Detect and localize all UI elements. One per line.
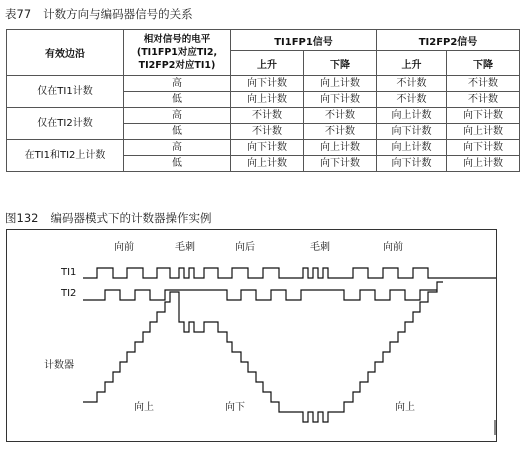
encoder-timing-diagram — [6, 229, 497, 442]
direction-label-up-2: 向上 — [395, 402, 415, 413]
table-row — [7, 140, 520, 156]
signal-label-ti1: TI1 — [61, 267, 77, 278]
count-cell: 向上计数 — [231, 92, 304, 108]
ti2-waveform — [83, 290, 437, 300]
phase-label-forward-1: 向前 — [114, 242, 134, 253]
count-cell: 不计数 — [377, 92, 447, 108]
count-cell: 向下计数 — [231, 76, 304, 92]
count-cell: 向上计数 — [377, 108, 447, 124]
count-cell: 向上计数 — [447, 124, 520, 140]
level-cell: 高 — [124, 140, 231, 156]
edge-cell: 仅在TI1计数 — [7, 76, 124, 108]
phase-label-forward-2: 向前 — [383, 242, 403, 253]
count-cell: 向下计数 — [304, 92, 377, 108]
header-edge: 有效边沿 — [7, 30, 124, 76]
header-ti2-fall: 下降 — [447, 51, 520, 76]
header-ti2fp2: TI2FP2信号 — [377, 30, 520, 51]
count-cell: 向上计数 — [304, 140, 377, 156]
counter-waveform — [83, 282, 443, 422]
direction-label-down: 向下 — [225, 402, 245, 413]
count-cell: 向下计数 — [447, 108, 520, 124]
count-cell: 向上计数 — [304, 76, 377, 92]
count-cell: 不计数 — [231, 108, 304, 124]
count-cell: 向下计数 — [447, 140, 520, 156]
count-cell: 不计数 — [231, 124, 304, 140]
header-level — [124, 30, 231, 76]
waveforms — [7, 230, 496, 441]
header-level-line1: 相对信号的电平 — [143, 34, 211, 45]
level-cell: 低 — [124, 156, 231, 172]
header-ti1-rise: 上升 — [231, 51, 304, 76]
phase-label-backward: 向后 — [235, 242, 255, 253]
level-cell: 高 — [124, 108, 231, 124]
table-row — [7, 76, 520, 92]
count-cell: 不计数 — [304, 124, 377, 140]
level-cell: 高 — [124, 76, 231, 92]
count-cell: 向下计数 — [377, 124, 447, 140]
table-caption-number: 表77 — [5, 7, 32, 21]
table-body — [7, 76, 520, 172]
header-level-line3: TI2FP2对应TI1) — [138, 60, 216, 71]
count-cell: 向上计数 — [447, 156, 520, 172]
table-caption-title: 计数方向与编码器信号的关系 — [43, 7, 193, 21]
count-cell: 向上计数 — [231, 156, 304, 172]
figure-caption-title: 编码器模式下的计数器操作实例 — [50, 211, 212, 225]
direction-label-up-1: 向上 — [134, 402, 154, 413]
header-ti2-rise: 上升 — [377, 51, 447, 76]
ti1-waveform — [83, 268, 443, 278]
level-cell: 低 — [124, 124, 231, 140]
edge-cell: 在TI1和TI2上计数 — [7, 140, 124, 172]
header-level-line2: (TI1FP1对应TI2, — [136, 47, 218, 58]
table-caption — [5, 6, 193, 22]
level-cell: 低 — [124, 92, 231, 108]
counter-label: 计数器 — [44, 360, 74, 371]
count-cell: 不计数 — [447, 92, 520, 108]
header-ti1-fall: 下降 — [304, 51, 377, 76]
encoder-direction-table — [6, 29, 520, 172]
signal-label-ti2: TI2 — [61, 288, 77, 299]
count-cell: 向上计数 — [377, 140, 447, 156]
figure-caption — [5, 210, 211, 226]
count-cell: 向下计数 — [377, 156, 447, 172]
count-cell: 不计数 — [377, 76, 447, 92]
header-ti1fp1: TI1FP1信号 — [231, 30, 377, 51]
table-row — [7, 108, 520, 124]
count-cell: 不计数 — [447, 76, 520, 92]
phase-label-glitch-1: 毛刺 — [175, 242, 195, 253]
figure-caption-number: 图132 — [5, 211, 39, 225]
count-cell: 向下计数 — [304, 156, 377, 172]
count-cell: 不计数 — [304, 108, 377, 124]
count-cell: 向下计数 — [231, 140, 304, 156]
phase-label-glitch-2: 毛刺 — [310, 242, 330, 253]
edge-cell: 仅在TI2计数 — [7, 108, 124, 140]
